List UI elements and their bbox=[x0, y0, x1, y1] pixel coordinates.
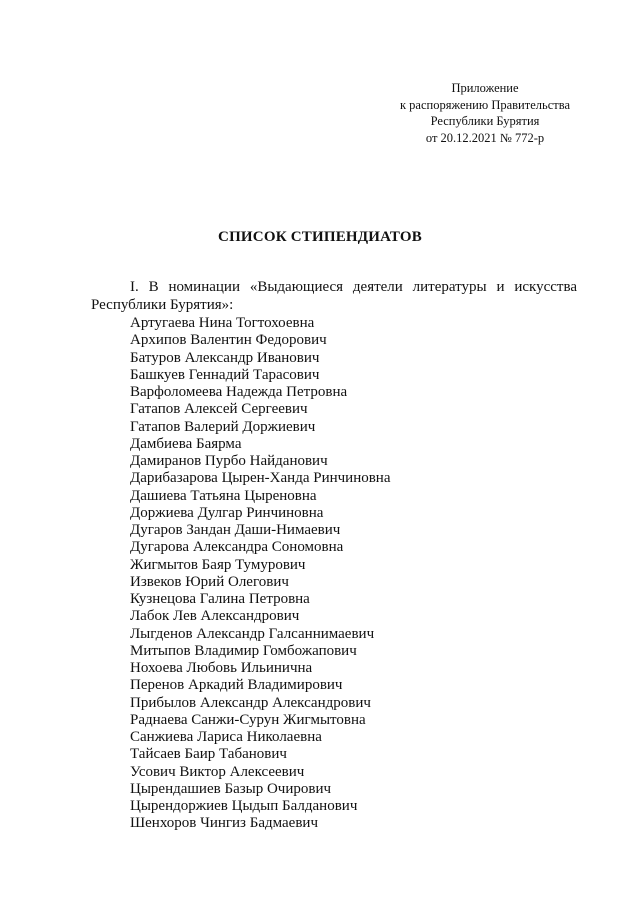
scholar-name: Башкуев Геннадий Тарасович bbox=[130, 366, 320, 383]
scholars-list bbox=[130, 315, 391, 833]
scholar-name: Варфоломеева Надежда Петровна bbox=[130, 384, 348, 400]
appendix-republic: Республики Бурятия bbox=[430, 114, 540, 128]
scholar-name: Доржиева Дулгар Ринчиновна bbox=[130, 504, 324, 521]
appendix-label: Приложение bbox=[451, 81, 519, 95]
scholar-name: Дарибазарова Цырен-Ханда Ринчиновна bbox=[130, 470, 391, 487]
scholar-name: Лыгденов Александр Галсаннимаевич bbox=[130, 625, 375, 642]
scholar-name: Кузнецова Галина Петровна bbox=[130, 591, 310, 607]
scholar-name: Дамбиева Баярма bbox=[130, 435, 242, 452]
document-title: СПИСОК СТИПЕНДИАТОВ bbox=[218, 229, 422, 245]
scholar-name: Лабок Лев Александрович bbox=[130, 608, 300, 625]
scholar-name: Извеков Юрий Олегович bbox=[130, 573, 289, 590]
scholar-name: Нохоева Любовь Ильинична bbox=[130, 660, 313, 676]
scholar-name: Раднаева Санжи-Сурун Жигмытовна bbox=[130, 711, 366, 728]
scholar-name: Дамиранов Пурбо Найданович bbox=[130, 453, 328, 469]
scholar-name: Гатапов Валерий Доржиевич bbox=[130, 418, 316, 435]
scholar-name: Прибылов Александр Александрович bbox=[130, 694, 371, 711]
scholar-name: Дашиева Татьяна Цыреновна bbox=[130, 487, 317, 504]
scholar-name: Митыпов Владимир Гомбожапович bbox=[130, 642, 357, 659]
nomination-heading: I. В номинации «Выдающиеся деятели литературы и искусства Республики Бурятия»: bbox=[91, 279, 577, 313]
scholar-name: Архипов Валентин Федорович bbox=[130, 332, 327, 349]
scholar-name: Цырендоржиев Цыдып Балданович bbox=[130, 798, 358, 814]
appendix-order-ref: к распоряжению Правительства bbox=[399, 97, 570, 112]
scholar-name: Усович Виктор Алексеевич bbox=[130, 763, 305, 780]
scholar-name: Жигмытов Баяр Тумурович bbox=[130, 556, 306, 573]
scholar-name: Дугарова Александра Сономовна bbox=[130, 539, 344, 556]
scholar-name: Батуров Александр Иванович bbox=[130, 349, 320, 366]
scholar-name: Санжиева Лариса Николаевна bbox=[130, 729, 322, 745]
appendix-date-number: от 20.12.2021 № 772-р bbox=[425, 130, 545, 145]
appendix-header bbox=[380, 80, 590, 146]
scholar-name: Шенхоров Чингиз Бадмаевич bbox=[130, 815, 318, 832]
scholar-name: Гатапов Алексей Сергеевич bbox=[130, 401, 308, 418]
scholar-name: Дугаров Зандан Даши-Нимаевич bbox=[130, 522, 341, 538]
scholar-name: Перенов Аркадий Владимирович bbox=[130, 677, 343, 694]
scholar-name: Артугаева Нина Тогтохоевна bbox=[130, 315, 315, 331]
scholar-name: Цырендашиев Базыр Очирович bbox=[130, 780, 332, 797]
scholar-name: Тайсаев Баир Табанович bbox=[130, 746, 287, 763]
